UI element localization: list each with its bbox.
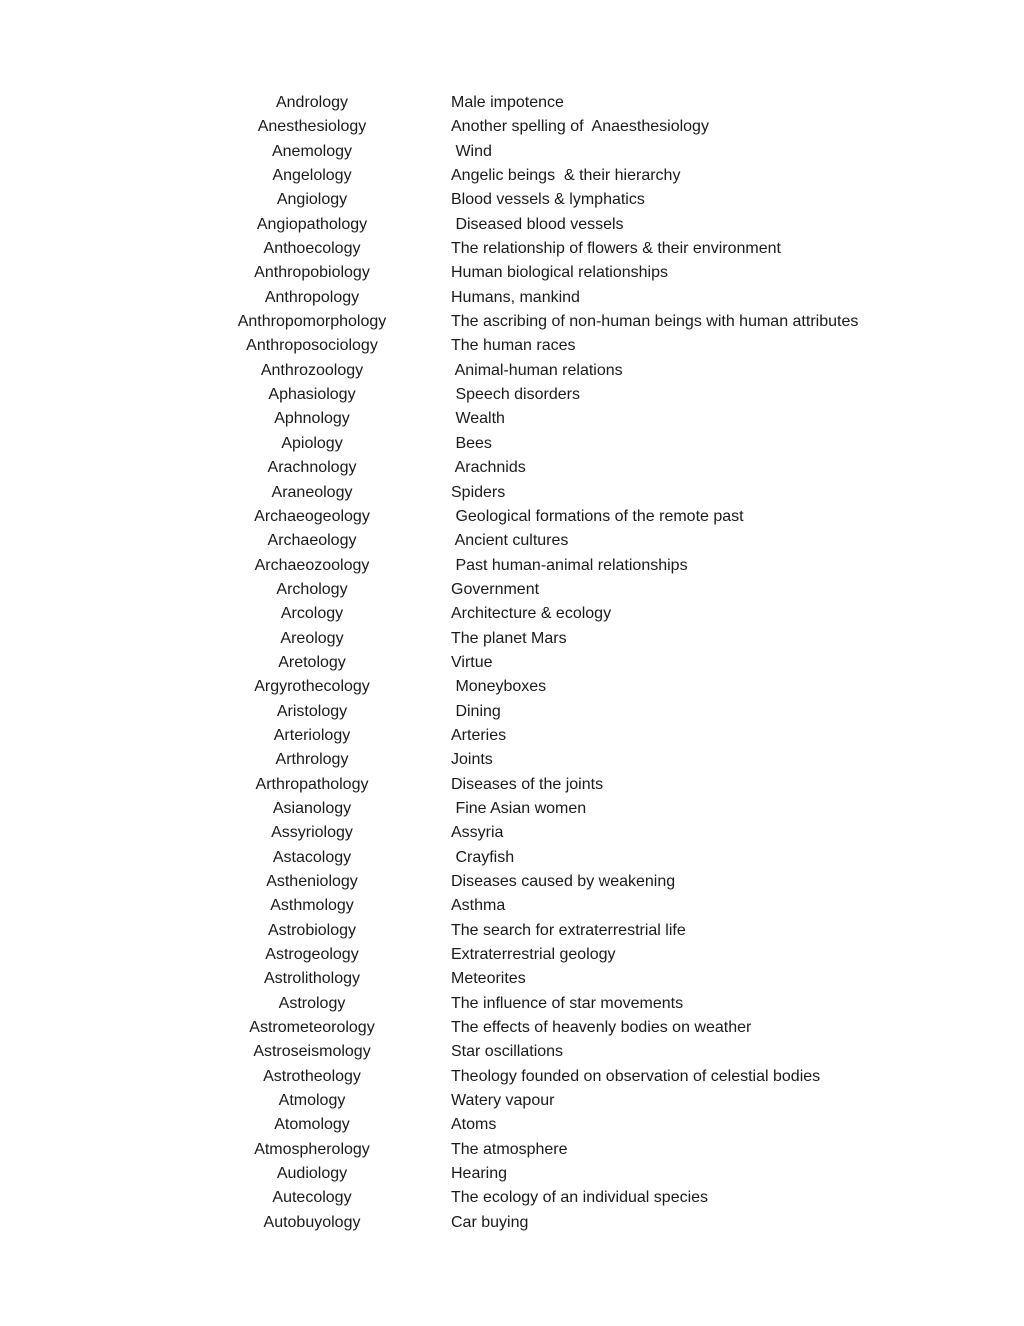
entry-definition: Bees [451, 434, 492, 452]
entry-term: Archaeozoology [254, 556, 370, 574]
glossary-entry [0, 870, 1024, 894]
entry-term: Anemology [271, 142, 353, 160]
entry-definition: The search for extraterrestrial life [451, 921, 686, 939]
glossary-entry [0, 164, 1024, 188]
entry-term: Archology [276, 580, 348, 598]
entry-term: Anesthesiology [257, 118, 367, 136]
glossary-entry [0, 407, 1024, 431]
entry-term: Astheniology [266, 873, 358, 890]
glossary-entry [0, 554, 1024, 578]
entry-term: Anthropomorphology [237, 313, 387, 331]
glossary-entry [0, 821, 1024, 845]
entry-definition: Government [451, 580, 540, 598]
entry-term: Astrobiology [267, 921, 357, 939]
entry-term: Autobuyology [263, 1213, 361, 1231]
glossary-entry [0, 1186, 1024, 1210]
glossary-entry [0, 992, 1024, 1016]
entry-term: Areology [280, 629, 344, 647]
glossary-entry [0, 797, 1024, 821]
glossary-entry [0, 432, 1024, 456]
entry-definition: Humans, mankind [451, 288, 580, 306]
entry-definition: Human biological relationships [451, 264, 669, 282]
entry-term: Archaeology [267, 532, 357, 550]
entry-definition: Arachnids [451, 459, 526, 477]
entry-definition: Past human-animal relationships [451, 556, 688, 574]
glossary-entry [0, 91, 1024, 115]
entry-term: Asthmology [270, 897, 354, 915]
glossary-entry [0, 115, 1024, 139]
entry-term: Astrometeorology [249, 1019, 375, 1037]
glossary-entry [0, 1065, 1024, 1089]
glossary-entry [0, 505, 1024, 529]
entry-term: Aretology [278, 653, 346, 671]
entry-definition: Fine Asian women [451, 799, 587, 817]
entry-term: Angiopathology [256, 215, 368, 233]
entry-term: Angelology [272, 167, 352, 185]
glossary-entry [0, 1040, 1024, 1064]
entry-term: Araneology [271, 483, 353, 501]
entry-definition: Ancient cultures [451, 532, 569, 550]
glossary-entry [0, 919, 1024, 943]
entry-term: Aphasiology [268, 386, 356, 404]
entry-term: Atmospherology [254, 1140, 370, 1158]
entry-definition: Spiders [451, 483, 506, 501]
glossary-entry [0, 1016, 1024, 1040]
entry-definition: Meteorites [451, 970, 526, 988]
entry-term: Archaeogeology [254, 507, 370, 525]
entry-term: Anthropobiology [254, 264, 370, 282]
entry-definition: Blood vessels & lymphatics [451, 191, 645, 209]
entry-term: Astroseismology [253, 1043, 371, 1061]
entry-term: Autecology [272, 1189, 352, 1207]
entry-term: Arteriology [273, 726, 351, 744]
entry-definition: Speech disorders [451, 386, 580, 404]
glossary-entry [0, 894, 1024, 918]
glossary-entry [0, 846, 1024, 870]
glossary-entry [0, 651, 1024, 675]
glossary-entry [0, 1211, 1024, 1235]
entry-term: Aristology [276, 702, 348, 720]
entry-term: Astrology [278, 994, 346, 1012]
entry-definition: The ecology of an individual species [451, 1189, 709, 1207]
glossary-entry [0, 578, 1024, 602]
entry-definition: The effects of heavenly bodies on weather [451, 1019, 752, 1037]
entry-definition: Architecture & ecology [451, 605, 612, 623]
entry-term: Andrology [275, 94, 349, 111]
entry-definition: Wealth [451, 410, 505, 428]
entry-definition: The ascribing of non-human beings with human attributes [451, 313, 859, 331]
entry-term: Aphnology [274, 410, 350, 428]
entry-term: Astacology [272, 848, 352, 866]
entry-term: Angiology [276, 191, 348, 209]
entry-definition: Asthma [451, 897, 506, 915]
glossary-entry [0, 1162, 1024, 1186]
entry-term: Astrolithology [263, 970, 361, 988]
entry-term: Argyrothecology [254, 678, 370, 696]
entry-term: Anthoecology [263, 240, 361, 258]
glossary-entry [0, 261, 1024, 285]
entry-definition: Theology founded on observation of celestial bodies [451, 1067, 821, 1085]
glossary-entry [0, 943, 1024, 967]
entry-definition: Dining [451, 702, 501, 720]
glossary-entry [0, 529, 1024, 553]
glossary-entry [0, 748, 1024, 772]
glossary-entry [0, 724, 1024, 748]
entry-term: Asianology [272, 799, 352, 817]
glossary-entry [0, 675, 1024, 699]
entry-definition: Star oscillations [451, 1043, 564, 1061]
entry-definition: Extraterrestrial geology [451, 946, 616, 964]
entry-term: Astrotheology [263, 1067, 361, 1085]
entry-term: Assyriology [271, 824, 353, 842]
glossary-entry [0, 627, 1024, 651]
entry-definition: Diseases of the joints [451, 775, 604, 793]
glossary-entry [0, 286, 1024, 310]
entry-definition: The relationship of flowers & their environment [451, 240, 781, 258]
entry-definition: Angelic beings & their hierarchy [451, 167, 681, 185]
entry-definition: The influence of star movements [451, 994, 684, 1012]
entry-definition: Another spelling of Anaesthesiology [451, 118, 709, 136]
glossary-entry [0, 1089, 1024, 1113]
entry-term: Arthrology [275, 751, 349, 769]
entry-definition: Assyria [451, 824, 504, 842]
entry-definition: The atmosphere [451, 1140, 568, 1158]
entry-definition: Diseases caused by weakening [451, 873, 676, 890]
entry-definition: Joints [451, 751, 493, 769]
glossary-entry [0, 967, 1024, 991]
glossary-entry [0, 213, 1024, 237]
entry-definition: Hearing [451, 1165, 508, 1183]
entry-definition: Diseased blood vessels [451, 215, 624, 233]
entry-definition: Watery vapour [451, 1092, 555, 1110]
glossary-entry [0, 237, 1024, 261]
glossary-list [0, 91, 1024, 1235]
glossary-entry [0, 359, 1024, 383]
entry-term: Apiology [281, 434, 343, 452]
entry-definition: Wind [451, 142, 492, 160]
entry-definition: Animal-human relations [451, 361, 623, 379]
entry-definition: Crayfish [451, 848, 515, 866]
glossary-entry [0, 188, 1024, 212]
glossary-entry [0, 310, 1024, 334]
entry-definition: Male impotence [451, 94, 564, 111]
glossary-entry [0, 456, 1024, 480]
glossary-entry [0, 700, 1024, 724]
entry-term: Astrogeology [265, 946, 359, 964]
glossary-entry [0, 602, 1024, 626]
entry-definition: Geological formations of the remote past [451, 507, 744, 525]
entry-term: Atomology [274, 1116, 350, 1134]
entry-term: Audiology [276, 1165, 348, 1183]
entry-definition: Atoms [451, 1116, 497, 1134]
entry-definition: Moneyboxes [451, 678, 547, 696]
entry-definition: Arteries [451, 726, 507, 744]
glossary-entry [0, 1138, 1024, 1162]
entry-definition: The human races [451, 337, 576, 355]
glossary-entry [0, 481, 1024, 505]
glossary-entry [0, 334, 1024, 358]
entry-term: Atmology [278, 1092, 346, 1110]
glossary-entry [0, 773, 1024, 797]
entry-definition: The planet Mars [451, 629, 567, 647]
entry-term: Arthropathology [255, 775, 369, 793]
entry-definition: Car buying [451, 1213, 529, 1231]
glossary-entry [0, 383, 1024, 407]
glossary-entry [0, 1113, 1024, 1137]
entry-term: Anthrozoology [260, 361, 364, 379]
entry-term: Arcology [280, 605, 344, 623]
entry-term: Anthropology [264, 288, 360, 306]
entry-definition: Virtue [451, 653, 493, 671]
entry-term: Arachnology [267, 459, 357, 477]
entry-term: Anthroposociology [246, 337, 378, 355]
glossary-entry [0, 140, 1024, 164]
